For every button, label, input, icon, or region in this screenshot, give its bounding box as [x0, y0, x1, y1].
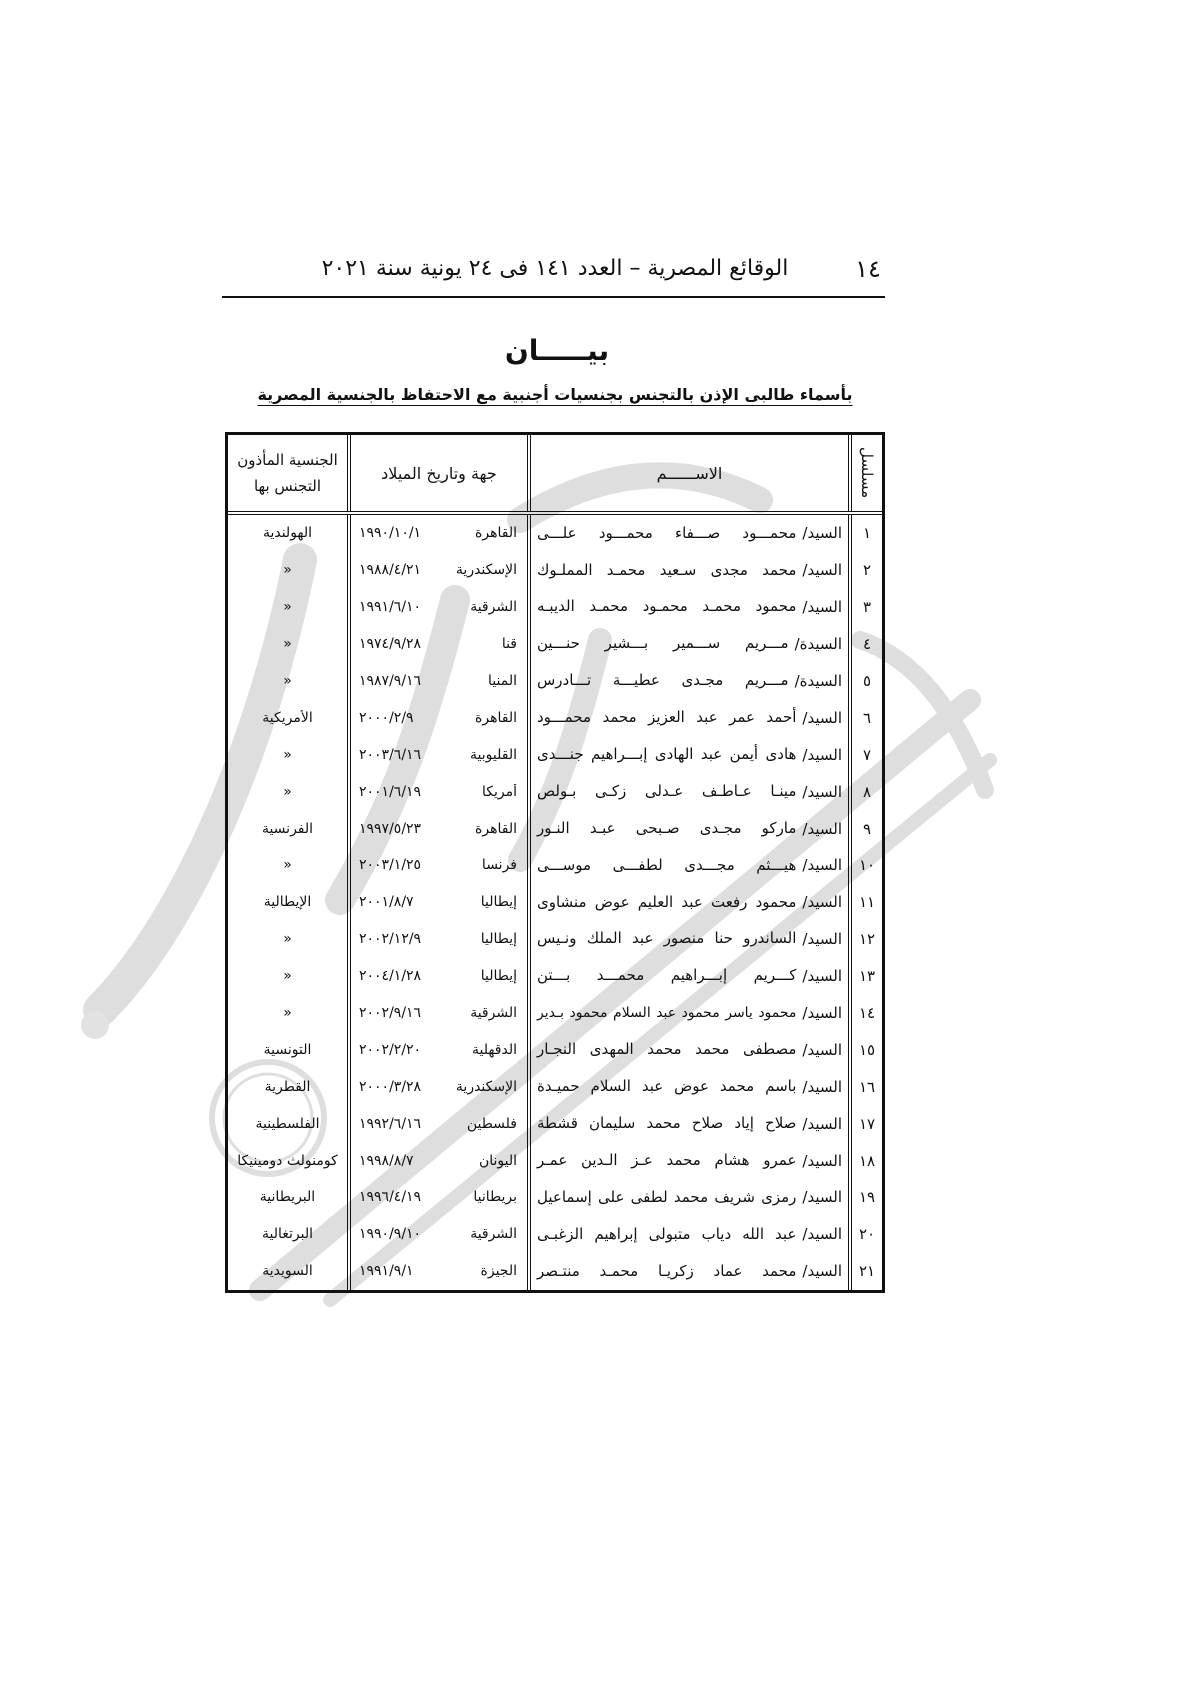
nationality: الفرنسية	[261, 820, 314, 837]
nationality: الأمريكية	[262, 709, 313, 726]
birth-date: ١٩٩٠/٩/١٠	[359, 1226, 422, 1243]
birth-place: القاهرة	[475, 820, 517, 837]
nationality-cell	[228, 810, 347, 847]
birth-place: الشرقية	[470, 1005, 517, 1022]
table-row	[228, 1105, 882, 1142]
person-name: أحمد عمر عبد العزيز محمد محمـــود	[537, 708, 797, 727]
table-row	[228, 589, 882, 626]
person-name: رمزى شريف محمد لطفى على إسماعيل	[537, 1187, 797, 1206]
honorific: السيد/	[802, 708, 842, 727]
serial-number: ٣	[862, 598, 872, 617]
serial-number: ١٣	[858, 967, 876, 986]
person-name: باسم محمد عوض عبد السلام حميـدة	[537, 1077, 797, 1096]
honorific: السيد/	[802, 1262, 842, 1281]
name-cell	[527, 958, 848, 995]
serial-number: ١٤	[858, 1004, 876, 1023]
serial-cell	[848, 589, 882, 626]
name-cell	[527, 847, 848, 884]
nationality: البريطانية	[259, 1189, 316, 1206]
name-cell	[527, 995, 848, 1032]
nationality-cell	[228, 515, 347, 552]
honorific: السيد/	[802, 782, 842, 801]
serial-cell	[848, 958, 882, 995]
person-name: مـــريم ســـمير بـــشير حنـــين	[537, 634, 789, 653]
birth-date: ١٩٨٧/٩/١٦	[359, 673, 422, 689]
honorific: السيد/	[802, 1040, 842, 1059]
table-row	[228, 699, 882, 736]
birth-place: إيطاليا	[480, 931, 517, 948]
nationality: «	[283, 783, 292, 800]
birth-cell	[347, 1179, 527, 1216]
person-name: كـــريم إبـــراهيم محمـــد بـــتن	[537, 966, 797, 985]
nationality-cell	[228, 663, 347, 700]
birth-date: ٢٠٠٤/١/٢٨	[359, 968, 422, 985]
serial-number: ١٦	[858, 1077, 876, 1096]
nationality: «	[283, 931, 292, 948]
birth-date: ١٩٧٤/٩/٢٨	[359, 636, 422, 653]
birth-cell	[347, 1142, 527, 1179]
honorific: السيد/	[802, 524, 842, 543]
person-name: مصطفى محمد محمد المهدى النجـار	[537, 1040, 797, 1059]
header-name-label: الاســــــم	[656, 463, 723, 483]
name-cell	[527, 1068, 848, 1105]
birth-place: فلسطين	[466, 1115, 517, 1132]
nationality: السويدية	[262, 1263, 313, 1280]
applicants-table	[225, 432, 885, 1293]
person-name: الساندرو حنا منصور عبد الملك ونـيس	[537, 929, 797, 948]
nationality: القطرية	[264, 1078, 311, 1095]
birth-cell	[347, 995, 527, 1032]
nationality: «	[283, 562, 292, 579]
serial-number: ١١	[858, 893, 876, 912]
honorific: السيد/	[802, 930, 842, 949]
nationality-cell	[228, 1031, 347, 1068]
birth-date: ٢٠٠١/٨/٧	[359, 894, 414, 911]
serial-number: ٢	[862, 561, 872, 580]
person-name: محمـــود صـــفاء محمـــود علـــى	[537, 523, 797, 542]
birth-date: ٢٠٠٠/٣/٢٨	[359, 1078, 422, 1095]
nationality-cell	[228, 921, 347, 958]
birth-cell	[347, 626, 527, 663]
nationality: الإيطالية	[263, 894, 312, 911]
nationality-cell	[228, 773, 347, 810]
honorific: السيد/	[802, 1077, 842, 1096]
birth-cell	[347, 736, 527, 773]
nationality-cell	[228, 1253, 347, 1290]
table-row	[228, 773, 882, 810]
table-row	[228, 847, 882, 884]
birth-place: بريطانيا	[473, 1189, 517, 1206]
serial-number: ١٢	[858, 930, 876, 949]
person-name: محمود ياسر محمود عبد السلام محمود بـدير	[537, 1004, 797, 1021]
watermark-dot	[81, 1011, 109, 1039]
serial-cell	[848, 736, 882, 773]
nationality: «	[283, 968, 292, 985]
honorific: السيد/	[802, 598, 842, 617]
person-name: محمد عماد زكريـا محمـد منتـصر	[537, 1261, 797, 1280]
serial-number: ٥	[862, 672, 872, 690]
table-row	[228, 736, 882, 773]
serial-cell	[848, 921, 882, 958]
table-row	[228, 515, 882, 552]
person-name: مـــريم مجـدى عطيـــة تـــادرس	[537, 671, 789, 690]
birth-date: ١٩٩١/٩/١	[359, 1263, 414, 1280]
table-body	[228, 515, 882, 1290]
person-name: ماركو مجـدى صـبحى عبـد النـور	[537, 818, 797, 837]
name-cell	[527, 773, 848, 810]
birth-place: إيطاليا	[480, 968, 517, 985]
birth-place: المنيا	[488, 673, 517, 689]
serial-cell	[848, 699, 882, 736]
serial-cell	[848, 847, 882, 884]
nationality-cell	[228, 1068, 347, 1105]
nationality-cell	[228, 1216, 347, 1253]
header-birth-label: جهة وتاريخ الميلاد	[381, 463, 497, 483]
document-subtitle: بأسماء طالبى الإذن بالتجنس بجنسيات أجنبية مع الاحتفاظ بالجنسية المصرية	[257, 385, 853, 404]
honorific: السيد/	[802, 1188, 842, 1207]
serial-cell	[848, 884, 882, 921]
nationality-cell	[228, 1105, 347, 1142]
table-row	[228, 1068, 882, 1105]
honorific: السيد/	[802, 967, 842, 986]
nationality: «	[283, 599, 292, 616]
serial-cell	[848, 1142, 882, 1179]
header-name	[527, 435, 848, 511]
name-cell	[527, 736, 848, 773]
header-nationality-line2: التجنس بها	[253, 477, 322, 495]
table-row	[228, 552, 882, 589]
serial-number: ٢٠	[858, 1225, 876, 1244]
birth-date: ٢٠٠٠/٢/٩	[359, 709, 414, 726]
honorific: السيد/	[802, 561, 842, 580]
birth-date: ١٩٩٧/٥/٢٣	[359, 820, 422, 837]
header-nationality-line1: الجنسية المأذون	[237, 451, 338, 469]
name-cell	[527, 921, 848, 958]
serial-number: ١٨	[858, 1151, 876, 1170]
serial-number: ١٠	[858, 856, 876, 875]
birth-cell	[347, 1253, 527, 1290]
birth-cell	[347, 958, 527, 995]
birth-date: ١٩٩٨/٨/٧	[359, 1152, 414, 1169]
serial-cell	[848, 995, 882, 1032]
birth-cell	[347, 699, 527, 736]
birth-date: ٢٠٠٣/٦/١٦	[359, 746, 422, 763]
birth-date: ١٩٨٨/٤/٢١	[359, 562, 422, 579]
name-cell	[527, 1105, 848, 1142]
name-cell	[527, 699, 848, 736]
person-name: محمود محمـد محمـود محمـد الديبـه	[537, 597, 797, 616]
birth-cell	[347, 663, 527, 700]
table-row	[228, 810, 882, 847]
header-serial-label: مسلسل	[858, 447, 876, 499]
birth-date: ١٩٩٠/١٠/١	[359, 525, 422, 542]
serial-cell	[848, 810, 882, 847]
birth-place: الإسكندرية	[455, 1078, 517, 1095]
birth-date: ١٩٩٢/٦/١٦	[359, 1115, 422, 1132]
birth-cell	[347, 1105, 527, 1142]
table-row	[228, 1142, 882, 1179]
birth-cell	[347, 589, 527, 626]
honorific: السيد/	[802, 1114, 842, 1133]
nationality-cell	[228, 884, 347, 921]
nationality: «	[283, 673, 292, 689]
birth-cell	[347, 1216, 527, 1253]
birth-cell	[347, 1068, 527, 1105]
person-name: محمد مجدى سـعيد محمـد المملـوك	[537, 560, 797, 579]
table-row	[228, 995, 882, 1032]
page-number: ١٤	[855, 255, 881, 283]
birth-date: ٢٠٠٢/٩/١٦	[359, 1005, 422, 1022]
birth-date: ٢٠٠٣/١/٢٥	[359, 857, 422, 874]
person-name: عبد الله دياب متبولى إبراهيم الزغبـى	[537, 1224, 797, 1243]
birth-place: قنا	[501, 636, 517, 653]
honorific: السيد/	[802, 856, 842, 875]
birth-place: فرنسا	[481, 857, 517, 874]
name-cell	[527, 1216, 848, 1253]
birth-place: اليونان	[478, 1152, 517, 1169]
birth-date: ١٩٩٦/٤/١٩	[359, 1189, 422, 1206]
nationality-cell	[228, 699, 347, 736]
nationality-cell	[228, 847, 347, 884]
header-serial	[848, 435, 882, 511]
serial-cell	[848, 1068, 882, 1105]
name-cell	[527, 810, 848, 847]
serial-number: ٤	[862, 635, 872, 654]
running-title: الوقائع المصرية – العدد ١٤١ فى ٢٤ يونية سنة ٢٠٢١	[321, 256, 789, 281]
name-cell	[527, 589, 848, 626]
person-name: هيـــثم مجـــدى لطفـــى موســـى	[537, 855, 797, 874]
table-row	[228, 1216, 882, 1253]
serial-cell	[848, 1216, 882, 1253]
birth-cell	[347, 1031, 527, 1068]
birth-place: الدقهلية	[471, 1041, 517, 1058]
birth-date: ٢٠٠١/٦/١٩	[359, 783, 422, 800]
birth-place: أمريكا	[481, 783, 517, 800]
nationality-cell	[228, 958, 347, 995]
nationality-cell	[228, 626, 347, 663]
serial-number: ٨	[862, 782, 872, 801]
honorific: السيد/	[802, 819, 842, 838]
nationality-cell	[228, 736, 347, 773]
birth-place: القليوبية	[470, 746, 517, 763]
birth-place: الشرقية	[470, 599, 517, 616]
table-row	[228, 663, 882, 700]
birth-cell	[347, 515, 527, 552]
serial-cell	[848, 773, 882, 810]
table-row	[228, 1179, 882, 1216]
name-cell	[527, 1179, 848, 1216]
birth-date: ١٩٩١/٦/١٠	[359, 599, 422, 616]
nationality: الهولندية	[262, 525, 313, 542]
name-cell	[527, 1031, 848, 1068]
nationality-cell	[228, 552, 347, 589]
header-nationality	[228, 435, 347, 511]
birth-cell	[347, 773, 527, 810]
nationality: «	[283, 1005, 292, 1022]
serial-number: ١٧	[858, 1114, 876, 1133]
serial-number: ٦	[862, 708, 872, 727]
birth-place: الشرقية	[470, 1226, 517, 1243]
honorific: السيد/	[802, 893, 842, 912]
person-name: عمرو هشام محمد عـز الـدين عمـر	[537, 1150, 797, 1169]
nationality-cell	[228, 589, 347, 626]
nationality: «	[283, 857, 292, 874]
birth-place: الإسكندرية	[455, 562, 517, 579]
table-row	[228, 1031, 882, 1068]
nationality: التونسية	[263, 1041, 312, 1058]
honorific: السيد/	[802, 1004, 842, 1023]
serial-number: ١٩	[858, 1188, 876, 1207]
nationality: «	[283, 746, 292, 763]
document-title: بيـــــان	[504, 334, 610, 367]
birth-cell	[347, 921, 527, 958]
serial-cell	[848, 552, 882, 589]
serial-cell	[848, 1105, 882, 1142]
serial-number: ١٥	[858, 1040, 876, 1059]
person-name: مينـا عـاطـف عـدلى زكـى بـولص	[537, 781, 797, 800]
birth-date: ٢٠٠٢/٢/٢٠	[359, 1041, 422, 1058]
birth-place: القاهرة	[475, 709, 517, 726]
name-cell	[527, 1142, 848, 1179]
nationality: «	[283, 636, 292, 653]
name-cell	[527, 884, 848, 921]
name-cell	[527, 663, 848, 700]
serial-cell	[848, 1031, 882, 1068]
serial-number: ٩	[862, 819, 872, 838]
name-cell	[527, 515, 848, 552]
header-birth	[347, 435, 527, 511]
birth-date: ٢٠٠٢/١٢/٩	[359, 931, 422, 948]
honorific: السيدة/	[794, 635, 842, 654]
table-row	[228, 626, 882, 663]
person-name: هادى أيمن عبد الهادى إبـــراهيم جنـــدى	[537, 745, 797, 764]
honorific: السيد/	[802, 745, 842, 764]
serial-cell	[848, 1179, 882, 1216]
table-row	[228, 921, 882, 958]
birth-cell	[347, 884, 527, 921]
serial-cell	[848, 1253, 882, 1290]
birth-place: الجيزة	[480, 1263, 517, 1280]
table-row	[228, 884, 882, 921]
name-cell	[527, 552, 848, 589]
birth-cell	[347, 552, 527, 589]
table-row	[228, 958, 882, 995]
serial-cell	[848, 663, 882, 700]
birth-cell	[347, 810, 527, 847]
nationality: الفلسطينية	[255, 1115, 320, 1132]
table-header	[228, 435, 882, 515]
serial-cell	[848, 626, 882, 663]
birth-place: إيطاليا	[480, 894, 517, 911]
nationality-cell	[228, 1142, 347, 1179]
serial-number: ٢١	[858, 1262, 876, 1281]
header-rule	[222, 296, 885, 298]
birth-cell	[347, 847, 527, 884]
nationality: كومنولث دومينيكا	[237, 1152, 338, 1169]
table-row	[228, 1253, 882, 1290]
name-cell	[527, 1253, 848, 1290]
birth-place: القاهرة	[475, 525, 517, 542]
honorific: السيدة/	[794, 672, 842, 690]
nationality: البرتغالية	[261, 1226, 314, 1243]
nationality-cell	[228, 995, 347, 1032]
name-cell	[527, 626, 848, 663]
person-name: محمود رفعت عبد العليم عوض منشاوى	[537, 892, 797, 911]
serial-number: ١	[862, 524, 872, 543]
honorific: السيد/	[802, 1151, 842, 1170]
honorific: السيد/	[802, 1225, 842, 1244]
serial-cell	[848, 515, 882, 552]
serial-number: ٧	[862, 745, 872, 764]
nationality-cell	[228, 1179, 347, 1216]
person-name: صلاح إياد صلاح محمد سليمان قشطة	[537, 1113, 797, 1132]
